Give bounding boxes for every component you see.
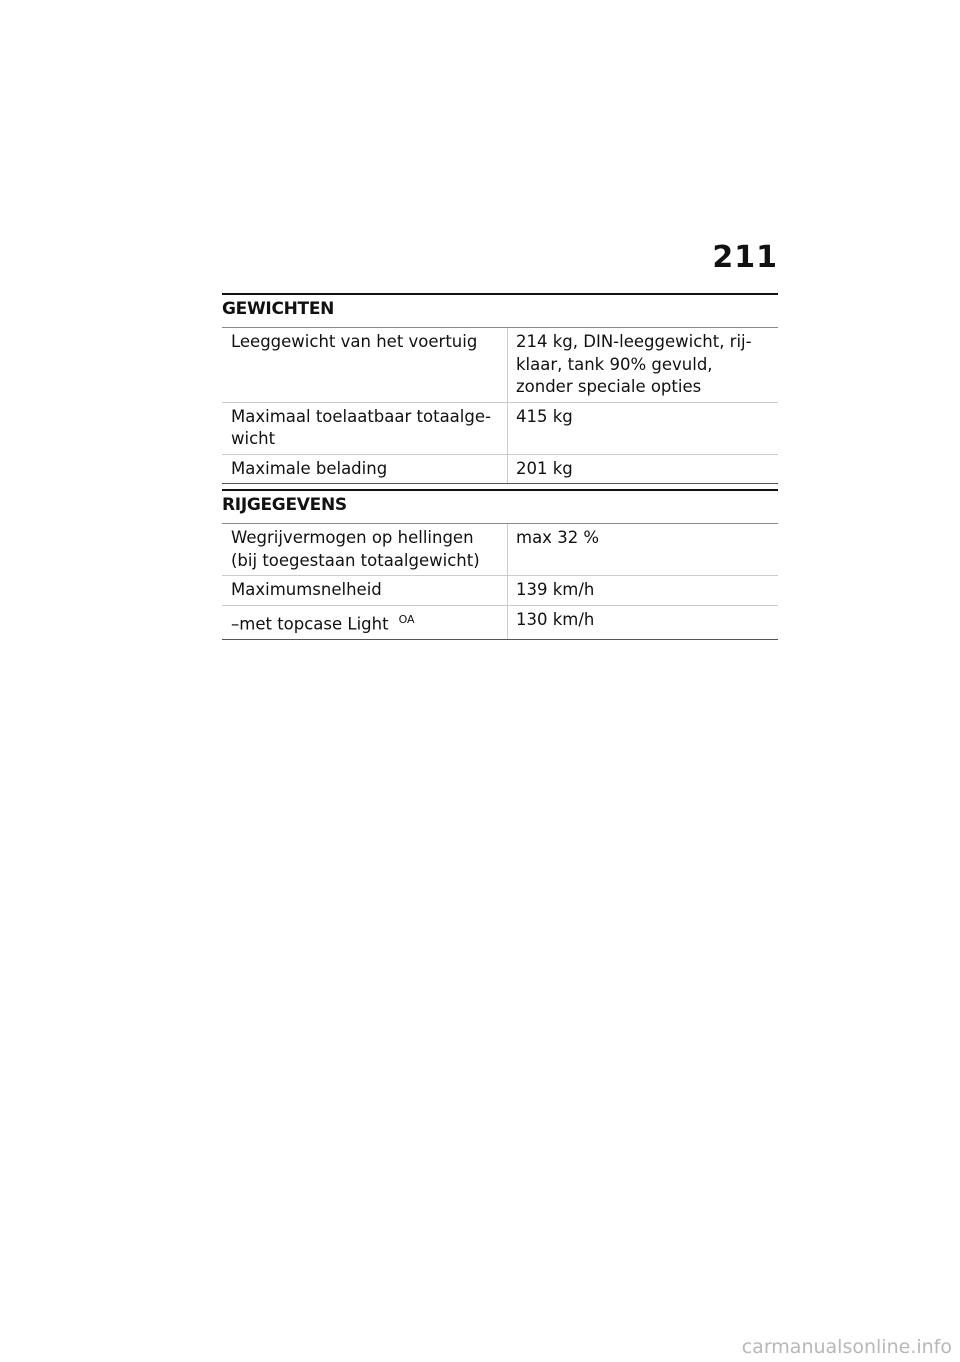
row-label: Maximaal toelaatbaar totaalge- wicht xyxy=(222,402,508,454)
row-label: Leeggewicht van het voertuig xyxy=(222,328,508,402)
row-value: 130 km/h xyxy=(508,605,779,639)
table-row xyxy=(222,454,778,484)
row-label: Wegrijvermogen op hellingen (bij toegestaan totaalgewicht) xyxy=(222,524,508,576)
watermark: carmanualsonline.info xyxy=(741,1336,952,1358)
row-value: 415 kg xyxy=(508,402,779,454)
row-value: 201 kg xyxy=(508,454,779,484)
table-row xyxy=(222,524,778,576)
row-value: 139 km/h xyxy=(508,576,779,606)
table-row xyxy=(222,605,778,639)
option-badge: OA xyxy=(398,612,415,626)
row-label-with-badge xyxy=(222,605,508,639)
section-rijgegevens xyxy=(222,489,778,640)
row-value: 214 kg, DIN-leeggewicht, rij- klaar, tank 90% gevuld, zonder speciale opties xyxy=(508,328,779,402)
row-label: –met topcase Light xyxy=(231,614,389,633)
section-gewichten xyxy=(222,293,778,484)
page-number: 211 xyxy=(712,240,778,275)
spec-table-rijgegevens xyxy=(222,524,778,640)
row-value: max 32 % xyxy=(508,524,779,576)
row-label: Maximale belading xyxy=(222,454,508,484)
row-label: Maximumsnelheid xyxy=(222,576,508,606)
table-row xyxy=(222,576,778,606)
section-title: GEWICHTEN xyxy=(222,295,778,328)
spec-table-gewichten xyxy=(222,328,778,484)
table-row xyxy=(222,402,778,454)
table-row xyxy=(222,328,778,402)
section-title: RIJGEGEVENS xyxy=(222,491,778,524)
